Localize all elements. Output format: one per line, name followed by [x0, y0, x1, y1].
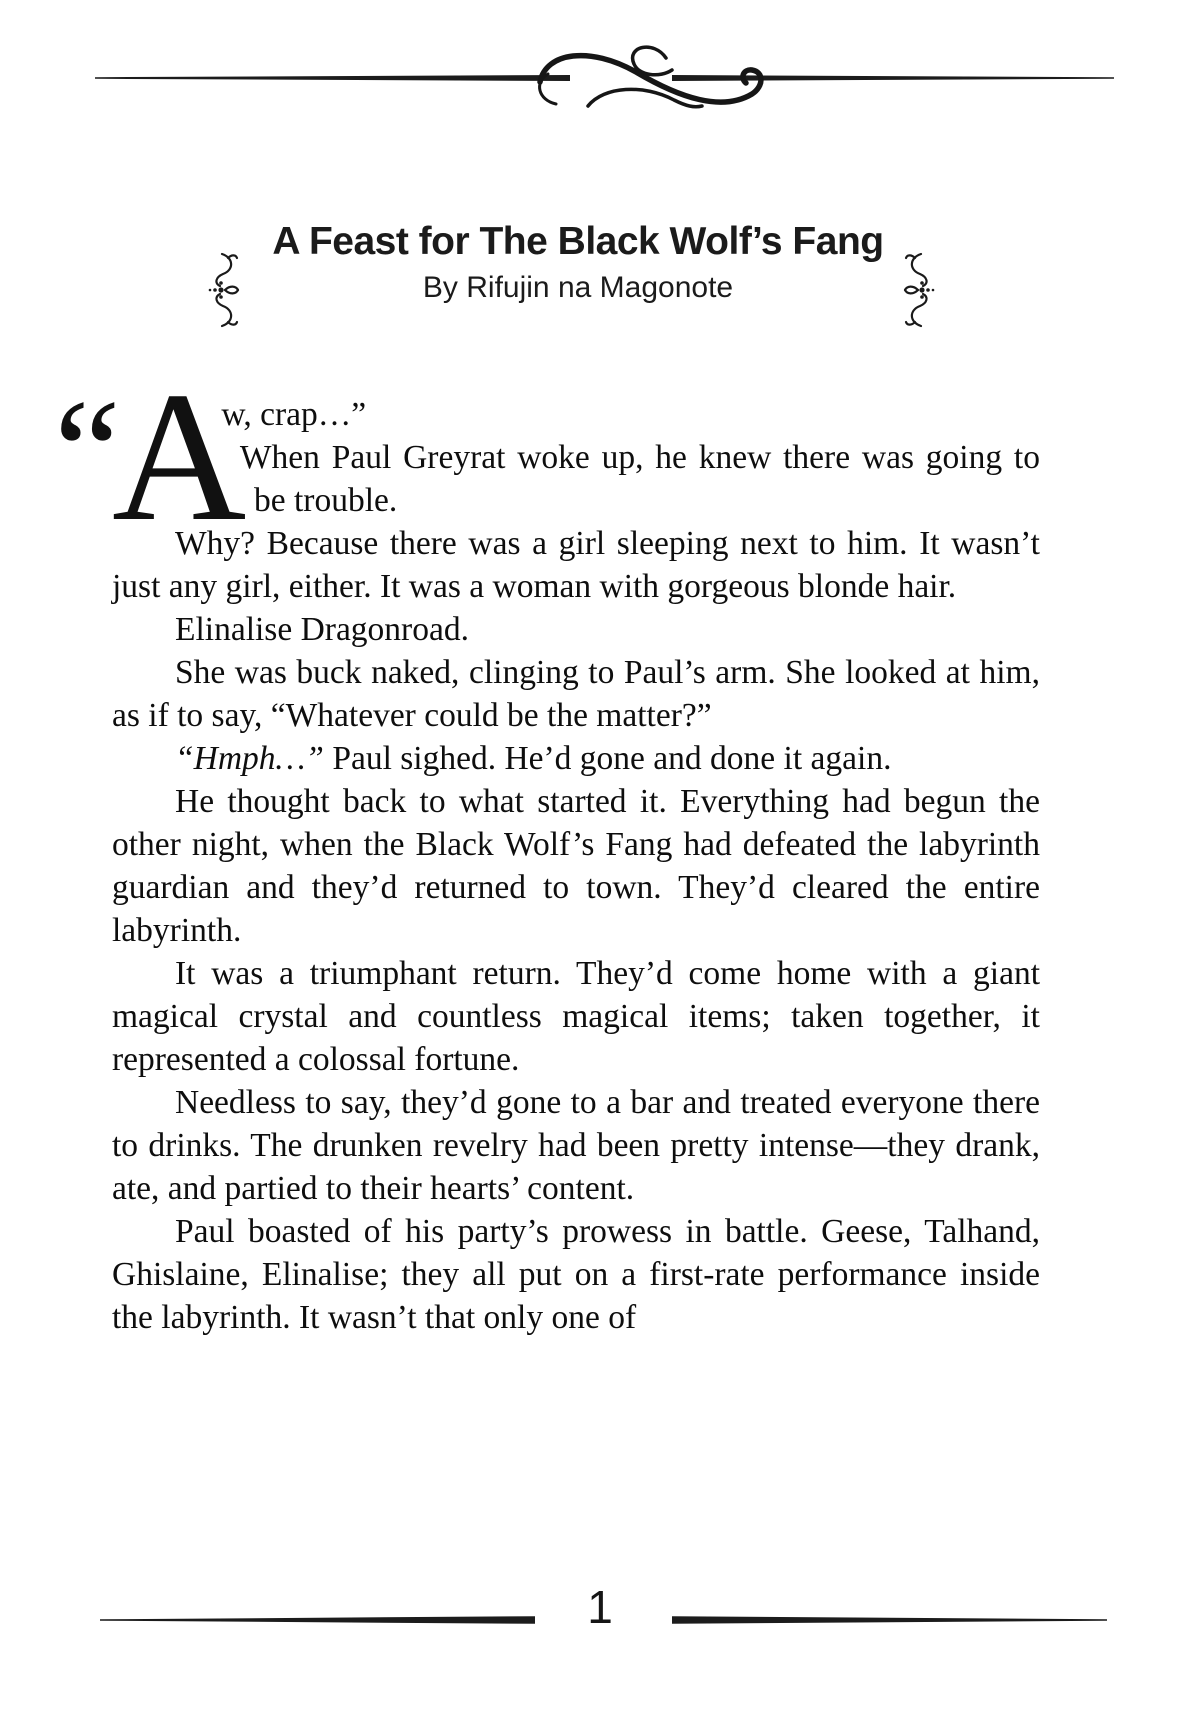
page-number: 1 [587, 1581, 613, 1633]
paragraph-text: Paul boasted of his party’s prowess in battle. Geese, Talhand, Ghislaine, Elinalise; they all put on a first-rate performance inside the labyrinth. It wasn’t that only one of [112, 1213, 1040, 1336]
paragraph-text: He thought back to what started it. Everything had begun the other night, when the Black Wolf’s Fang had defeated the labyrinth guardian and they’d returned to town. They’d cleared the entire labyrinth. [112, 783, 1040, 949]
paragraph [112, 737, 1040, 780]
paragraph-text: Paul sighed. He’d gone and done it again. [323, 740, 892, 777]
paragraph-text: It was a triumphant return. They’d come home with a giant magical crystal and countless magical items; taken together, it represented a colossal fortune. [112, 955, 1040, 1078]
paragraph [112, 651, 1040, 737]
paragraph [112, 780, 1040, 952]
paragraph [112, 608, 1040, 651]
paragraph-text: Elinalise Dragonroad. [175, 611, 469, 648]
paragraph [112, 952, 1040, 1081]
paragraph-first [112, 354, 1040, 560]
paragraph-italic-lead: “Hmph…” [175, 740, 324, 777]
paragraph [112, 1210, 1040, 1339]
floral-vine-icon [903, 250, 937, 330]
paragraph-text: w, crap…” [221, 396, 367, 433]
paragraph [112, 1081, 1040, 1210]
paragraph-text: Needless to say, they’d gone to a bar and treated everyone there to drinks. The drunken revelry had been pretty intense—they drank, ate, and partied to their hearts’ content. [112, 1084, 1040, 1207]
page-title: A Feast for The Black Wolf’s Fang [272, 220, 884, 263]
opening-quote-mark: “ [54, 369, 121, 535]
chapter-header [0, 220, 1200, 305]
swash-divider-icon [88, 36, 1118, 120]
paragraph-text: She was buck naked, clinging to Paul’s arm. She looked at him, as if to say, “Whatever could be the matter?” [112, 654, 1040, 734]
paragraph-text: When Paul Greyrat woke up, he knew there was going to be trouble. [239, 439, 1040, 519]
paragraph-text: Why? Because there was a girl sleeping next to him. It wasn’t just any girl, either. It was a woman with gorgeous blonde hair. [112, 525, 1040, 605]
byline: By Rifujin na Magonote [422, 271, 734, 304]
footer-rule-right [672, 1613, 1107, 1627]
paragraph [112, 522, 1040, 608]
body-text [54, 354, 1040, 1339]
drop-cap: A [112, 354, 247, 560]
